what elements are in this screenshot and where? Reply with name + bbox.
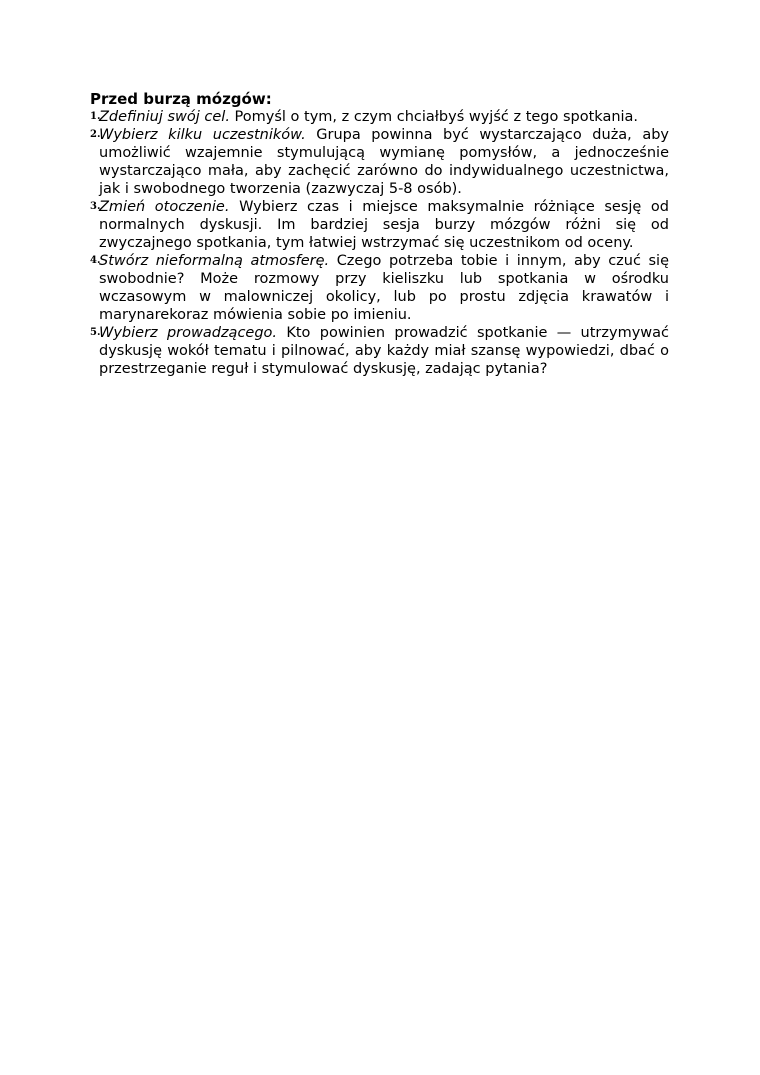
section-heading: Przed burzą mózgów: [90, 90, 272, 108]
list-item-text: Czego potrzeba tobie i innym, aby czuć się swobodnie? Może rozmowy przy kieliszku lub spotkania w ośrodku wczasowym w malowniczej okolicy, lub po prostu zdjęcia krawatów i marynarekoraz mówienia sobie po imieniu. [99, 253, 669, 323]
list-item [90, 324, 669, 378]
list-item-number: 3. [90, 201, 101, 212]
list-item [90, 198, 669, 252]
list-item-text: Kto powinien prowadzić spotkanie — utrzymywać dyskusję wokół tematu i pilnować, aby każdy miał szansę wypowiedzi, dbać o przestrzeganie reguł i stymulować dyskusję, zadając pytania? [99, 325, 670, 377]
list-item [90, 252, 669, 324]
list-item-lead: Zmień otoczenie. [99, 199, 230, 215]
list-item [90, 108, 669, 126]
document-page [90, 90, 669, 378]
list-item-lead: Stwórz nieformalną atmosferę. [99, 253, 330, 269]
list-item-number: 2. [90, 129, 101, 140]
list-item-lead: Zdefiniuj swój cel. [99, 109, 230, 125]
list-item-text: Grupa powinna być wystarczająco duża, aby umożliwić wzajemnie stymulującą wymianę pomysłów, a jednocześnie wystarczająco mała, aby zachęcić zarówno do indywidualnego uczestnictwa, jak i swobodnego tworzenia (zazwyczaj 5-8 osób). [99, 127, 669, 197]
list-item-number: 5. [90, 327, 101, 338]
list-item-text: Pomyśl o tym, z czym chciałbyś wyjść z tego spotkania. [234, 109, 639, 125]
list-item-number: 4. [90, 255, 101, 266]
list-item [90, 126, 669, 198]
list-item-text: Wybierz czas i miejsce maksymalnie różniące sesję od normalnych dyskusji. Im bardziej sesja burzy mózgów różni się od zwyczajnego spotkania, tym łatwiej wstrzymać się uczestnikom od oceny. [99, 199, 670, 251]
numbered-list [90, 108, 669, 378]
list-item-number: 1. [90, 111, 101, 122]
list-item-lead: Wybierz prowadzącego. [99, 325, 278, 341]
list-item-lead: Wybierz kilku uczestników. [99, 127, 306, 143]
